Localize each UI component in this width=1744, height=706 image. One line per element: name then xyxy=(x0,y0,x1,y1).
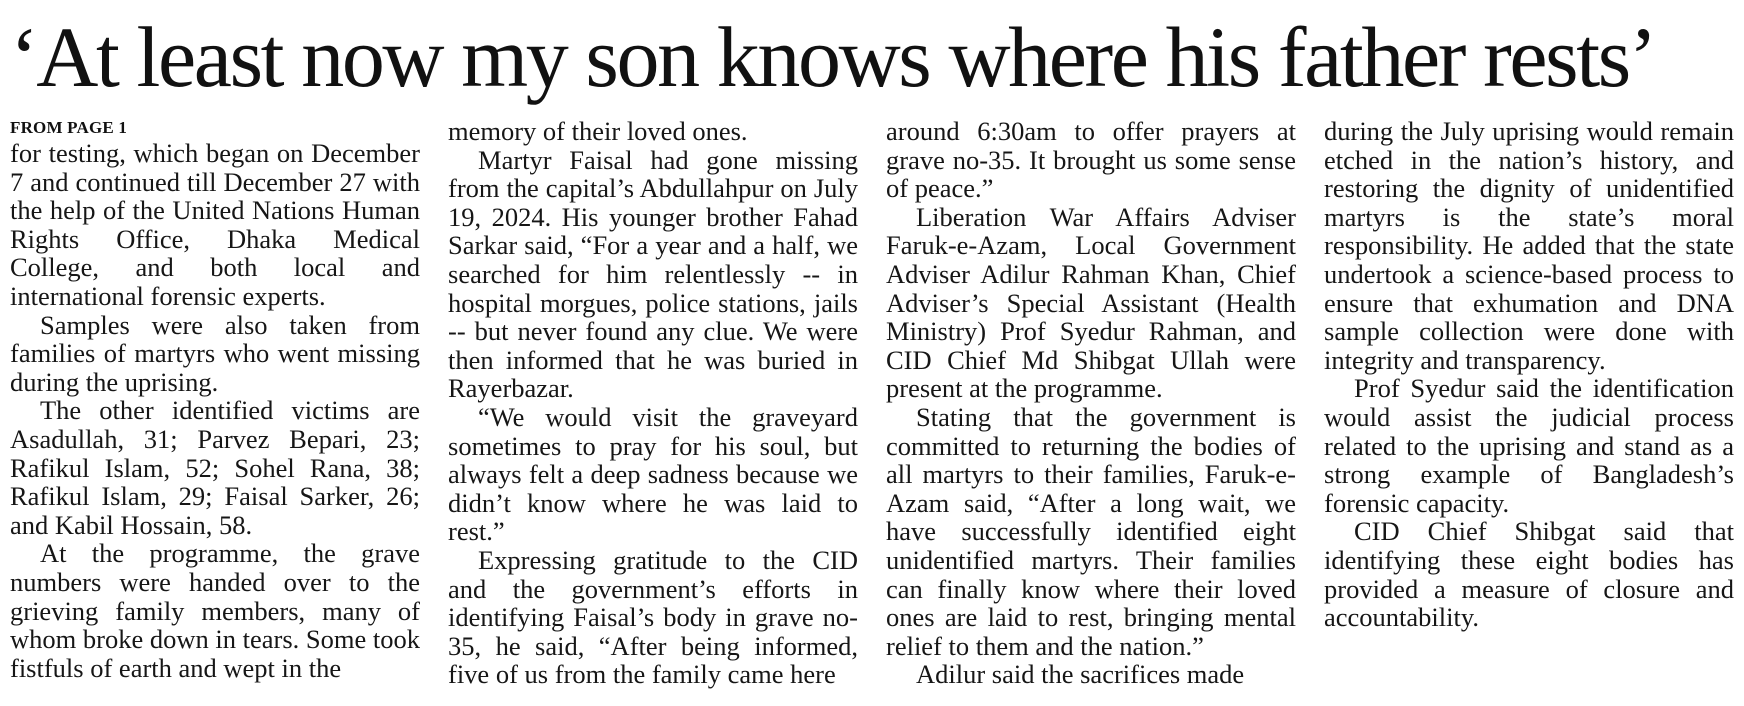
continued-from-label: FROM PAGE 1 xyxy=(10,118,128,137)
paragraph: “We would visit the graveyard sometimes to pray for his soul, but always felt a deep sadness because we didn’t know where he was laid to rest.” xyxy=(448,401,858,547)
paragraph: for testing, which began on December 7 and continued till December 27 with the help of the United Nations Human Rights Office, Dhaka Medical College, and both local and international forensic experts. xyxy=(10,138,420,311)
article-column-2 xyxy=(448,117,858,689)
paragraph: around 6:30am to offer prayers at grave no-35. It brought us some sense of peace.” xyxy=(886,116,1296,204)
paragraph: The other identified victims are Asadullah, 31; Parvez Bepari, 23; Rafikul Islam, 52; Sohel Rana, 38; Rafikul Islam, 29; Faisal Sarker, 26; and Kabil Hossain, 58. xyxy=(10,395,420,540)
paragraph: Expressing gratitude to the CID and the government’s efforts in identifying Faisal’s body in grave no-35, he said, “After being informed, five of us from the family came here xyxy=(448,544,858,690)
paragraph: Prof Syedur said the identification would assist the judicial process related to the uprising and stand as a strong example of Bangladesh’s forensic capacity. xyxy=(1324,373,1734,518)
headline: ‘At least now my son knows where his father rests’ xyxy=(10,9,1656,105)
paragraph: memory of their loved ones. xyxy=(448,116,748,146)
paragraph: CID Chief Shibgat said that identifying these eight bodies has provided a measure of closure and accountability. xyxy=(1324,516,1734,633)
paragraph: Adilur said the sacrifices made xyxy=(916,659,1245,690)
paragraph: Samples were also taken from families of martyrs who went missing during the uprising. xyxy=(10,309,420,397)
article-column-3 xyxy=(886,117,1296,689)
paragraph: Stating that the government is committed to returning the bodies of all martyrs to their families, Faruk-e-Azam said, “After a long wait, we have successfully identified eight unidentified martyrs. Their families can finally know where their loved ones are laid to rest, bringing mental relief to them and the nation.” xyxy=(886,401,1296,661)
paragraph: At the programme, the grave numbers were handed over to the grieving family members, many of whom broke down in tears. Some took fistfuls of earth and wept in the xyxy=(10,538,420,683)
paragraph: during the July uprising would remain etched in the nation’s history, and restoring the dignity of unidentified martyrs is the state’s moral responsibility. He added that the state undertook a science-based process to ensure that exhumation and DNA sample collection were done with integrity and transparency. xyxy=(1324,116,1734,375)
paragraph: Liberation War Affairs Adviser Faruk-e-Azam, Local Government Adviser Adilur Rahman Khan, Chief Adviser’s Special Assistant (Health Ministry) Prof Syedur Rahman, and CID Chief Md Shibgat Ullah were present at the programme. xyxy=(886,201,1296,404)
article-column-1 xyxy=(10,117,420,682)
paragraph: Martyr Faisal had gone missing from the capital’s Abdullahpur on July 19, 2024. His younger brother Fahad Sarkar said, “For a year and a half, we searched for him relentlessly -- in hospital morgues, police stations, jails -- but never found any clue. We were then informed that he was buried in Rayerbazar. xyxy=(448,144,858,404)
article-column-4 xyxy=(1324,117,1734,632)
